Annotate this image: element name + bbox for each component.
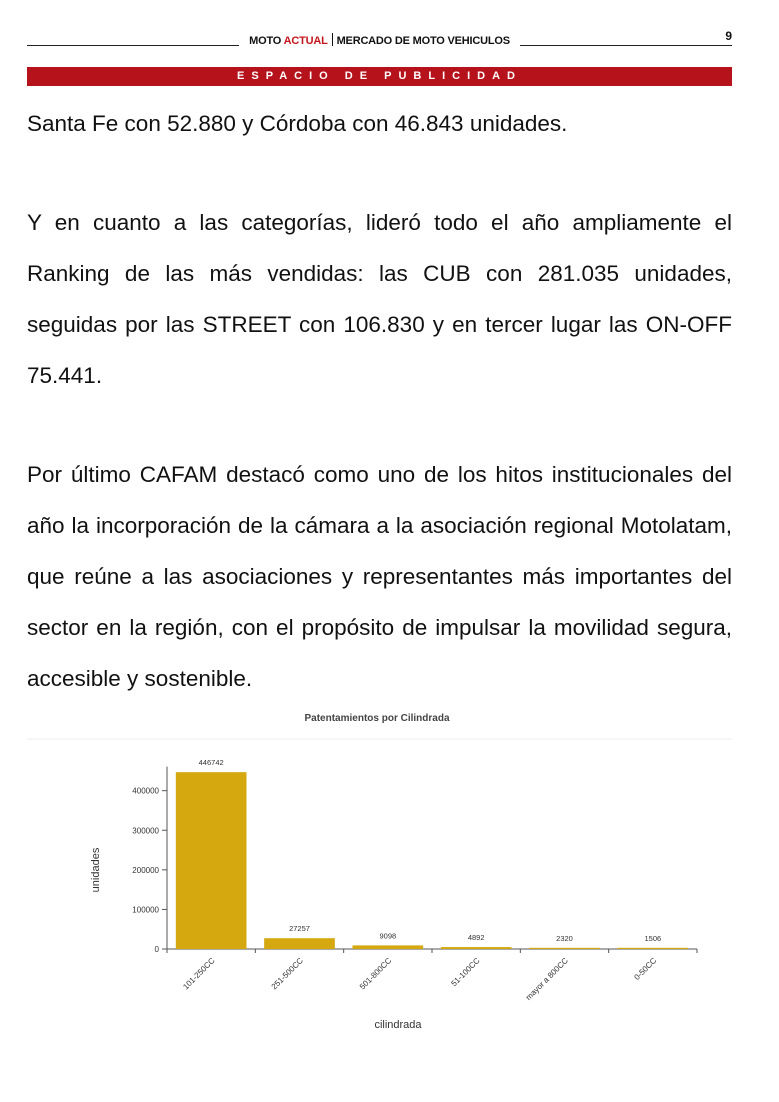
- x-tick-label: 0-50CC: [632, 956, 659, 982]
- ad-banner-label: ESPACIO DE PUBLICIDAD: [237, 70, 522, 82]
- y-tick-label: 200000: [132, 865, 159, 875]
- header-separator: [332, 33, 333, 46]
- bar-5: [529, 948, 600, 949]
- paragraph-2: [27, 197, 732, 401]
- cilindrada-chart: [27, 705, 732, 1045]
- chart-x-axis-label: cilindrada: [374, 1019, 422, 1031]
- ad-banner: [27, 67, 732, 86]
- x-tick-label: 501-800CC: [357, 956, 394, 992]
- bar-2: [264, 938, 335, 949]
- page-number: 9: [725, 29, 732, 43]
- chart-y-axis-label: unidades: [90, 847, 102, 893]
- bar-value-label: 4892: [467, 933, 485, 943]
- bar-value-label: 27257: [289, 924, 310, 934]
- bar-6: [618, 948, 689, 949]
- bar-value-label: 9098: [379, 931, 397, 941]
- chart-title: Patentamientos por Cilindrada: [304, 713, 450, 724]
- x-tick-label: mayor a 800CC: [523, 956, 570, 1003]
- bar-4: [441, 947, 512, 949]
- paragraph-2-text: Y en cuanto a las categorías, lideró todo el año ampliamente el Ranking de las más vendidas: las CUB con 281.035 unidades, seguidas por las STREET con 106.830 y en tercer lugar las ON-OFF 75.441.: [27, 210, 732, 388]
- bar-1: [176, 772, 247, 949]
- section-title: MERCADO DE MOTO VEHICULOS: [336, 35, 510, 47]
- bar-value-label: 2320: [556, 933, 573, 943]
- header-title: [27, 33, 732, 47]
- page-header: [27, 26, 732, 50]
- y-tick-label: 400000: [132, 786, 159, 796]
- chart-svg: [27, 705, 732, 1045]
- y-tick-label: 0: [154, 945, 159, 954]
- x-tick-label: 251-500CC: [269, 956, 305, 992]
- brand-moto: MOTO: [249, 35, 282, 47]
- x-tick-label: 101-250CC: [181, 956, 217, 992]
- paragraph-3: [27, 449, 732, 704]
- paragraph-1: [27, 98, 732, 149]
- chart-plot: [132, 758, 697, 1002]
- bar-value-label: 446742: [198, 758, 224, 768]
- bar-value-label: 1506: [644, 933, 662, 943]
- y-tick-label: 100000: [132, 905, 159, 915]
- bar-3: [353, 945, 424, 949]
- y-tick-label: 300000: [132, 826, 159, 836]
- paragraph-3-text: Por último CAFAM destacó como uno de los hitos institucionales del año la incorporación de la cámara a la asociación regional Motolatam, que reúne a las asociaciones y representantes más importantes del sector en la región, con el propósito de impulsar la movilidad segura, accesible y sostenible.: [27, 462, 732, 691]
- paragraph-1-text: Santa Fe con 52.880 y Córdoba con 46.843 unidades.: [27, 111, 568, 136]
- brand-actual: ACTUAL: [283, 35, 328, 47]
- x-tick-label: 51-100CC: [449, 956, 482, 989]
